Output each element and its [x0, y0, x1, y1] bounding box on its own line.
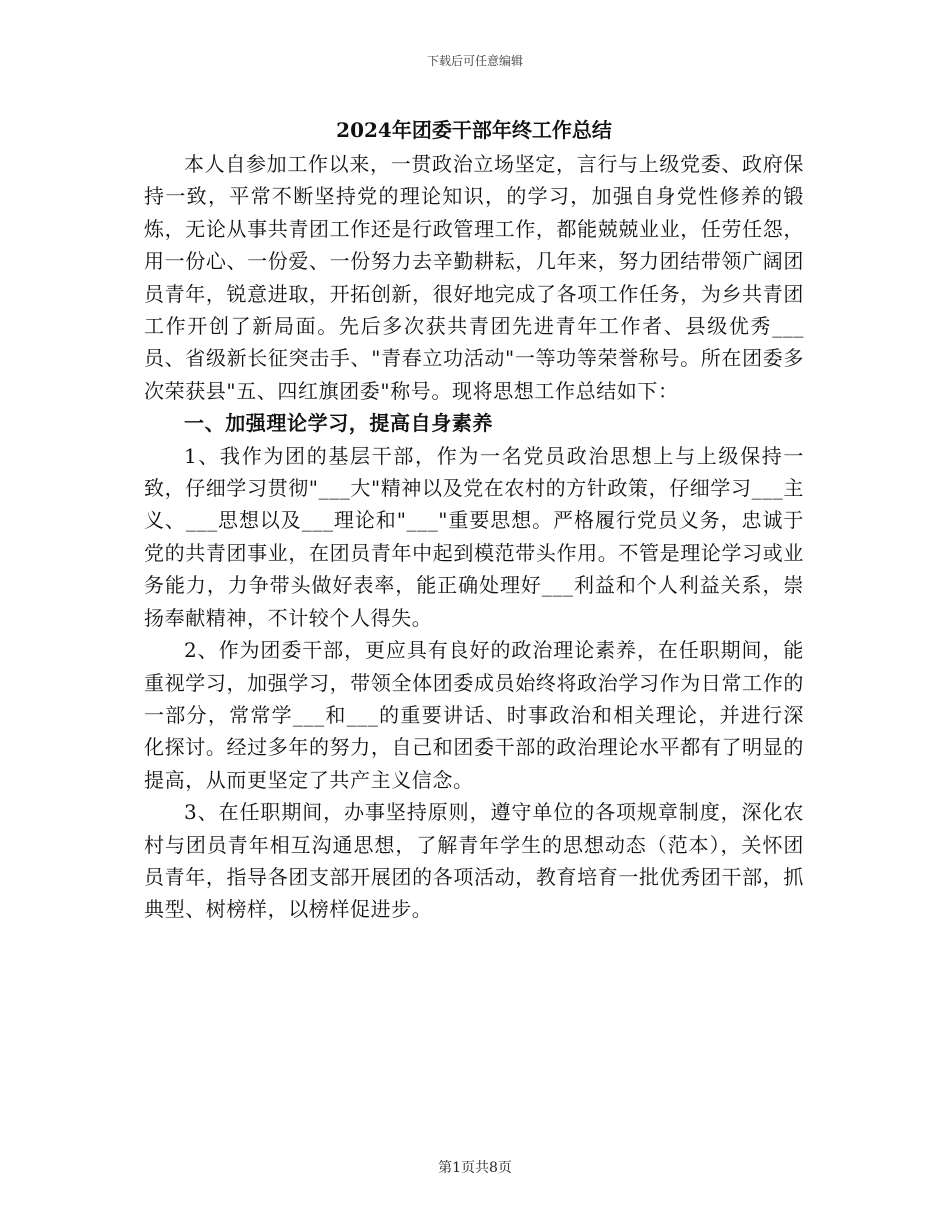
body-paragraph-2: 2、作为团委干部，更应具有良好的政治理论素养，在任职期间，能重视学习，加强学习，带领全体团委成员始终将政治学习作为日常工作的一部分，常常学___和___的重要讲话、时事政治和相关理论，并进行深化探讨。经过多年的努力，自己和团委干部的政治理论水平都有了明显的提高，从而更坚定了共产主义信念。: [144, 638, 804, 792]
body-paragraph-1: 1、我作为团的基层干部，作为一名党员政治思想上与上级保持一致，仔细学习贯彻"___大"精神以及党在农村的方针政策，仔细学习___主义、___思想以及___理论和"___"重要思想。严格履行党员义务，忠诚于党的共青团事业，在团员青年中起到模范带头作用。不管是理论学习或业务能力，力争带头做好表率，能正确处理好___利益和个人利益关系，崇扬奉献精神，不计较个人得失。: [144, 443, 804, 630]
body-paragraph-3: 3、在任职期间，办事坚持原则，遵守单位的各项规章制度，深化农村与团员青年相互沟通思想，了解青年学生的思想动态（范本），关怀团员青年，指导各团支部开展团的各项活动，教育培育一批优秀团干部，抓典型、树榜样，以榜样促进步。: [144, 800, 804, 922]
document-body: [144, 148, 804, 926]
intro-paragraph: 本人自参加工作以来，一贯政治立场坚定，言行与上级党委、政府保持一致，平常不断坚持党的理论知识，的学习，加强自身党性修养的锻炼，无论从事共青团工作还是行政管理工作，都能兢兢业业，任劳任怨，用一份心、一份爱、一份努力去辛勤耕耘，几年来，努力团结带领广阔团员青年，锐意进取，开拓创新，很好地完成了各项工作任务，为乡共青团工作开创了新局面。先后多次获共青团先进青年工作者、县级优秀___员、省级新长征突击手、"青春立功活动"一等功等荣誉称号。所在团委多次荣获县"五、四红旗团委"称号。现将思想工作总结如下：: [144, 152, 804, 403]
page-footer-page-number: 第1页共8页: [438, 1160, 512, 1176]
document-title: 2024年团委干部年终工作总结: [336, 118, 612, 142]
page-header-note: 下载后可任意编辑: [426, 54, 523, 68]
section-heading: 一、加强理论学习，提高自身素养: [184, 411, 493, 436]
